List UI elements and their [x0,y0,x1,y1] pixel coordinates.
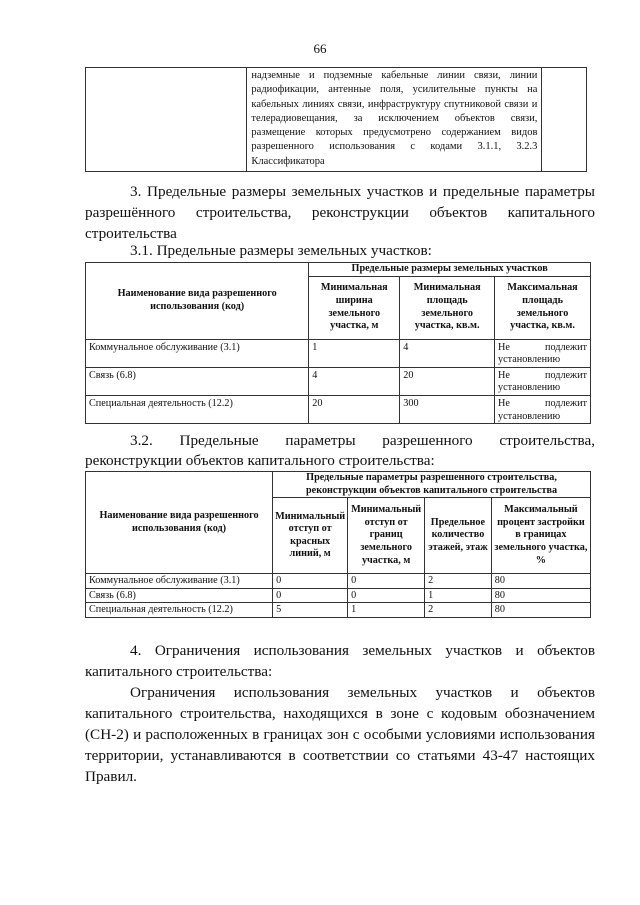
max-area-cell: Не подлежит установлению [495,395,591,423]
section4-body-line: территории, устанавливаются в соответствии со статьями 43-47 настоящих [85,747,595,764]
column-header-min-area: Минимальная площадь земельного участка, кв.м. [400,276,495,339]
column-header-boundaries: Минимальный отступ от границ земельного участка, м [348,498,425,574]
floors-cell: 2 [425,603,492,618]
column-header-red-lines: Минимальный отступ от красных линий, м [273,498,348,574]
max-area-cell: Не подлежит установлению [495,367,591,395]
red-lines-cell: 0 [273,588,348,603]
subsection-3-2-heading-line: реконструкции объектов капитального строительства: [85,452,435,469]
min-area-cell: 4 [400,339,495,367]
column-header-max-area: Максимальная площадь земельного участка, кв.м. [495,276,591,339]
table-header-row [86,472,591,498]
permitted-use-description: надземные и подземные кабельные линии связи, линии радиофикации, антенные поля, усилительные пункты на кабельных линиях связи, инфраструктуру спутниковой связи и телерадиовещания, за исключением объектов связи, размещение которых предусмотрено содержанием видов разрешенного использования с кодами 3.1.1, 3.2.3 Классификатора [247,68,542,172]
floors-cell: 1 [425,588,492,603]
use-name-cell: Связь (6.8) [86,588,273,603]
table-row [86,367,591,395]
table-row [86,588,591,603]
boundaries-cell: 0 [348,588,425,603]
column-header-min-width: Минимальная ширина земельного участка, м [309,276,400,339]
group-header: Предельные размеры земельных участков [309,263,591,277]
section3-heading-line: разрешённого строительства, реконструкции объектов капитального [85,204,595,221]
max-area-cell: Не подлежит установлению [495,339,591,367]
min-width-cell: 4 [309,367,400,395]
page-number: 66 [313,41,327,56]
table-row [86,339,591,367]
red-lines-cell: 5 [273,603,348,618]
section4-body-line: капитального строительства, находящихся в зоне с кодовым обозначением [85,705,595,722]
use-name-cell: Коммунальное обслуживание (3.1) [86,574,273,589]
section4-heading-line: 4. Ограничения использования земельных участков и объектов [130,642,595,659]
subsection-3-2-heading-line: 3.2. Предельные параметры разрешенного строительства, [130,432,595,449]
column-header-text: Наименование вида разрешенного использования (код) [99,510,259,534]
group-header: Предельные параметры разрешенного строительства, реконструкции объектов капитального строительства [273,472,591,498]
coverage-cell: 80 [491,603,590,618]
column-header-use-name [86,472,273,574]
use-name-cell: Коммунальное обслуживание (3.1) [86,339,309,367]
column-header-use-name [86,263,309,340]
section4-body-line: (СН-2) и расположенных в границах зон с особыми условиями использования [85,726,595,743]
section4-body-line: Ограничения использования земельных участков и объектов [130,684,595,701]
table-header-row [86,263,591,277]
table-row [86,68,587,172]
boundaries-cell: 1 [348,603,425,618]
use-name-cell: Специальная деятельность (12.2) [86,603,273,618]
floors-cell: 2 [425,574,492,589]
section4-body-line: Правил. [85,768,137,785]
column-header-coverage: Максимальный процент застройки в границах земельного участка, % [491,498,590,574]
section4-heading-line: капитального строительства: [85,663,273,680]
use-name-cell: Связь (6.8) [86,367,309,395]
boundaries-cell: 0 [348,574,425,589]
use-name-cell: Специальная деятельность (12.2) [86,395,309,423]
column-header-text: Наименование вида разрешенного использования (код) [117,288,277,312]
continuation-table [85,67,587,172]
coverage-cell: 80 [491,588,590,603]
min-area-cell: 300 [400,395,495,423]
land-plot-size-table [85,262,591,424]
table-cell-empty [542,68,587,172]
table-cell-empty [86,68,247,172]
column-header-floors: Предельное количество этажей, этаж [425,498,492,574]
subsection-3-1-heading: 3.1. Предельные размеры земельных участков: [130,242,432,259]
min-area-cell: 20 [400,367,495,395]
min-width-cell: 1 [309,339,400,367]
table-row [86,574,591,589]
red-lines-cell: 0 [273,574,348,589]
section3-heading-line: строительства [85,225,177,242]
coverage-cell: 80 [491,574,590,589]
construction-parameters-table [85,471,591,618]
table-row [86,395,591,423]
min-width-cell: 20 [309,395,400,423]
section3-heading-line: 3. Предельные размеры земельных участков и предельные параметры [130,183,595,200]
table-row [86,603,591,618]
